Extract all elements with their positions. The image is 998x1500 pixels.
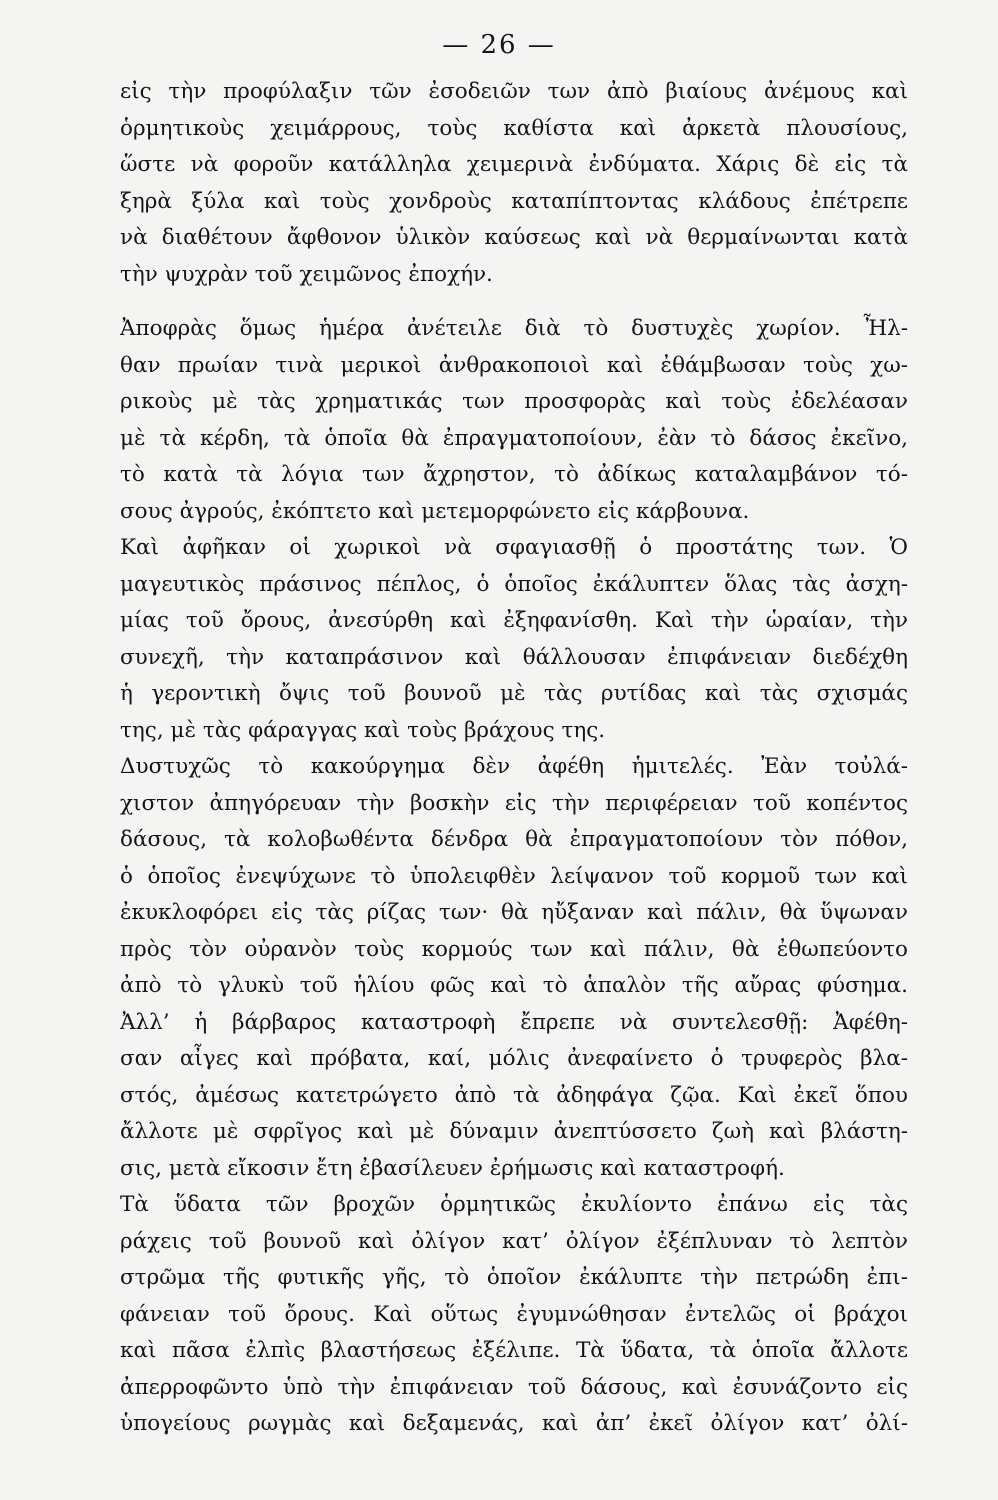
text-line: ράχεις τοῦ βουνοῦ καὶ ὀλίγον κατ’ ὀλίγον ἐξέπλυναν τὸ λεπτὸν [120,1228,908,1254]
text-line: πρὸς τὸν οὐρανὸν τοὺς κορμούς των καὶ πάλιν, θὰ ἐθωπεύοντο [120,936,908,962]
text-line: μαγευτικὸς πράσινος πέπλος, ὁ ὁποῖος ἐκάλυπτεν ὅλας τὰς ἀσχη- [120,571,908,597]
text-line: χιστον ἀπηγόρευαν τὴν βοσκὴν εἰς τὴν περιφέρειαν τοῦ κοπέντος [120,790,908,816]
text-line: της, μὲ τὰς φάραγγας καὶ τοὺς βράχους της. [120,717,606,743]
text-line: τὸ κατὰ τὰ λόγια των ἄχρηστον, τὸ ἀδίκως καταλαμβάνον τό- [120,462,908,487]
text-line: συνεχῆ, τὴν καταπράσινον καὶ θάλλουσαν ἐπιφάνειαν διεδέχθη [120,644,908,670]
text-line: ὥστε νὰ φοροῦν κατάλληλα χειμερινὰ ἐνδύματα. Χάρις δὲ εἰς τὰ [120,152,908,177]
text-line: νὰ διαθέτουν ἄφθονον ὑλικὸν καύσεως καὶ νὰ θερμαίνωνται κατὰ [120,225,908,250]
text-line: μίας τοῦ ὄρους, ἀνεσύρθη καὶ ἐξηφανίσθη. Καὶ τὴν ὡραίαν, τὴν [120,608,908,633]
text-line: εἰς τὴν προφύλαξιν τῶν ἐσοδειῶν των ἀπὸ βιαίους ἀνέμους καὶ [120,79,908,104]
text-line: ἐκυκλοφόρει εἰς τὰς ρίζας των· θὰ ηὔξαναν καὶ πάλιν, θὰ ὕψωναν [120,900,908,925]
text-line: θαν πρωίαν τινὰ μερικοὶ ἀνθρακοποιοὶ καὶ ἐθάμβωσαν τοὺς χω- [120,352,908,378]
text-line: σις, μετὰ εἴκοσιν ἔτη ἐβασίλευεν ἐρήμωσις καὶ καταστροφή. [120,1155,785,1181]
text-line: ἀπὸ τὸ γλυκὺ τοῦ ἡλίου φῶς καὶ τὸ ἁπαλὸν τῆς αὔρας φύσημα. [120,973,908,998]
text-line: ρικοὺς μὲ τὰς χρηματικάς των προσφορὰς καὶ τοὺς ἐδελέασαν [120,389,908,414]
text-line: μὲ τὰ κέρδη, τὰ ὁποῖα θὰ ἐπραγματοποίουν, ἐὰν τὸ δάσος ἐκεῖνο, [120,425,908,451]
text-line: ὁρμητικοὺς χειμάρρους, τοὺς καθίστα καὶ ἀρκετὰ πλουσίους, [120,115,908,141]
text-line: Δυστυχῶς τὸ κακούργημα δὲν ἀφέθη ἡμιτελές. Ἐὰν τοὐλά- [120,754,908,779]
text-line: Τὰ ὕδατα τῶν βροχῶν ὁρμητικῶς ἐκυλίοντο ἐπάνω εἰς τὰς [120,1192,908,1217]
text-line: στός, ἀμέσως κατετρώγετο ἀπὸ τὰ ἀδηφάγα ζῷα. Καὶ ἐκεῖ ὅπου [120,1082,908,1108]
text-line: στρῶμα τῆς φυτικῆς γῆς, τὸ ὁποῖον ἐκάλυπτε τὴν πετρώδη ἐπι- [120,1265,908,1290]
text-line: ὁ ὁποῖος ἐνεψύχωνε τὸ ὑπολειφθὲν λείψανον τοῦ κορμοῦ των καὶ [120,863,908,889]
text-line: Ἀποφρὰς ὅμως ἡμέρα ἀνέτειλε διὰ τὸ δυστυχὲς χωρίον. Ἦλ- [120,316,908,341]
text-line: σους ἀγρούς, ἐκόπτετο καὶ μετεμορφώνετο εἰς κάρβουνα. [120,498,750,524]
text-line: δάσους, τὰ κολοβωθέντα δένδρα θὰ ἐπραγματοποίουν τὸν πόθον, [120,827,908,852]
text-line: ἄλλοτε μὲ σφρῖγος καὶ μὲ δύναμιν ἀνεπτύσσετο ζωὴ καὶ βλάστη- [120,1119,908,1144]
text-line: Ἀλλ’ ἡ βάρβαρος καταστροφὴ ἔπρεπε νὰ συντελεσθῇ: Ἀφέθη- [120,1009,908,1035]
page-number: — 26 — [442,30,556,60]
text-line: καὶ πᾶσα ἐλπὶς βλαστήσεως ἐξέλιπε. Τὰ ὕδατα, τὰ ὁποῖα ἄλλοτε [120,1338,908,1363]
text-line: ὑπογείους ρωγμὰς καὶ δεξαμενάς, καὶ ἀπ’ ἐκεῖ ὀλίγον κατ’ ὀλί- [120,1411,908,1436]
paragraph-gap [120,293,908,311]
text-line: σαν αἶγες καὶ πρόβατα, καί, μόλις ἀνεφαίνετο ὁ τρυφερὸς βλα- [120,1046,908,1071]
text-line: ἀπερροφῶντο ὑπὸ τὴν ἐπιφάνειαν τοῦ δάσους, καὶ ἐσυνάζοντο εἰς [120,1374,908,1400]
text-line: ξηρὰ ξύλα καὶ τοὺς χονδροὺς καταπίπτοντας κλάδους ἐπέτρεπε [120,188,908,214]
text-line: φάνειαν τοῦ ὄρους. Καὶ οὕτως ἐγυμνώθησαν ἐντελῶς οἱ βράχοι [120,1301,908,1327]
body-text [120,74,908,1443]
text-line: Καὶ ἀφῆκαν οἱ χωρικοὶ νὰ σφαγιασθῇ ὁ προστάτης των. Ὁ [120,535,908,560]
text-line: ἡ γεροντικὴ ὄψις τοῦ βουνοῦ μὲ τὰς ρυτίδας καὶ τὰς σχισμάς [120,681,908,706]
text-line: τὴν ψυχρὰν τοῦ χειμῶνος ἐποχήν. [120,261,493,287]
